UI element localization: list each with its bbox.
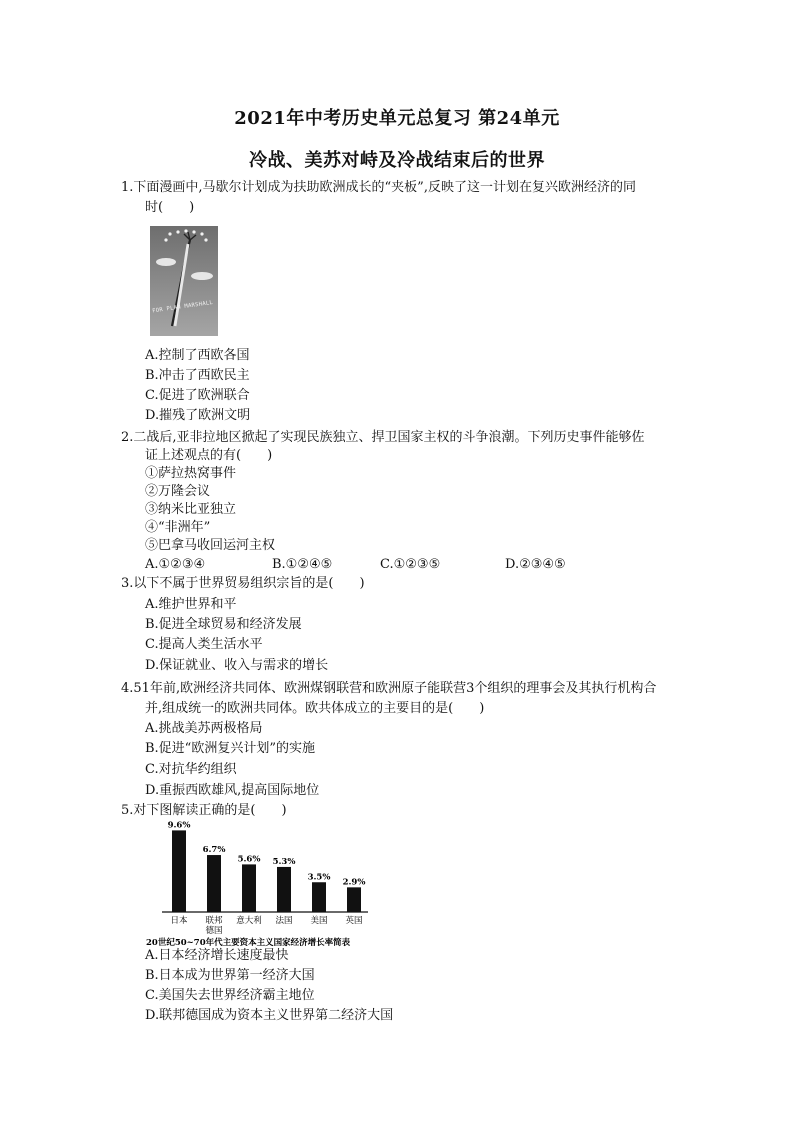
q5-stem: 5.对下图解读正确的是( ) (121, 803, 287, 818)
q2-stem-line2: 证上述观点的有( ) (145, 448, 273, 463)
q5-option-d[interactable]: D.联邦德国成为资本主义世界第二经济大国 (145, 1008, 394, 1023)
q4-stem-line2: 并,组成统一的欧洲共同体。欧共体成立的主要目的是( ) (145, 701, 485, 716)
q4-option-c[interactable]: C.对抗华约组织 (145, 762, 237, 777)
q3-option-a[interactable]: A.维护世界和平 (145, 597, 237, 612)
bar-value-label-1: 6.7% (202, 845, 226, 856)
bar-0 (172, 830, 186, 912)
q1-stem-line2: 时( ) (145, 200, 195, 215)
q2-item-1: ①萨拉热窝事件 (145, 466, 237, 481)
bar-4 (312, 882, 326, 912)
q1-option-a[interactable]: A.控制了西欧各国 (145, 348, 250, 363)
category-label-4: 美国 (310, 916, 328, 926)
q2-item-4: ④“非洲年” (145, 520, 211, 535)
bar-1 (207, 855, 221, 912)
q2-option-d[interactable]: D.②③④⑤ (505, 557, 566, 572)
q4-option-b[interactable]: B.促进“欧洲复兴计划”的实施 (145, 741, 315, 756)
q4-option-d[interactable]: D.重振西欧雄风,提高国际地位 (145, 783, 320, 798)
category-label-3: 法国 (275, 916, 293, 926)
q2-option-b[interactable]: B.①②④⑤ (272, 557, 333, 572)
q3-stem: 3.以下不属于世界贸易组织宗旨的是( ) (121, 576, 365, 591)
q1-option-b[interactable]: B.冲击了西欧民主 (145, 368, 250, 383)
bar-3 (277, 867, 291, 912)
q1-stem-line1: 1.下面漫画中,马歇尔计划成为扶助欧洲成长的“夹板”,反映了这一计划在复兴欧洲经济的同 (121, 180, 636, 195)
category-label-1-1: 德国 (205, 926, 223, 936)
q2-item-5: ⑤巴拿马收回运河主权 (145, 538, 276, 553)
bar-value-label-5: 2.9% (342, 877, 366, 888)
bar-2 (242, 864, 256, 912)
bar-5 (347, 887, 361, 912)
bar-value-label-0: 9.6% (167, 820, 191, 831)
q5-option-a[interactable]: A.日本经济增长速度最快 (145, 948, 289, 963)
chart-title: 20世纪50~70年代主要资本主义国家经济增长率简表 (146, 938, 351, 948)
bar-value-label-2: 5.6% (237, 854, 261, 865)
cartoon-image (150, 226, 218, 336)
growth-rate-bar-chart (140, 815, 390, 950)
page-subtitle: 冷战、美苏对峙及冷战结束后的世界 (249, 150, 545, 171)
q2-stem-line1: 2.二战后,亚非拉地区掀起了实现民族独立、捍卫国家主权的斗争浪潮。下列历史事件能够佐 (121, 430, 645, 445)
q3-option-b[interactable]: B.促进全球贸易和经济发展 (145, 617, 302, 632)
category-label-5: 英国 (345, 916, 363, 926)
q5-option-c[interactable]: C.美国失去世界经济霸主地位 (145, 988, 315, 1003)
q2-item-3: ③纳米比亚独立 (145, 502, 237, 517)
q4-option-a[interactable]: A.挑战美苏两极格局 (145, 721, 263, 736)
q1-option-d[interactable]: D.摧残了欧洲文明 (145, 408, 251, 423)
bar-value-label-3: 5.3% (272, 856, 296, 867)
marshall-plan-cartoon (150, 226, 218, 336)
q5-option-b[interactable]: B.日本成为世界第一经济大国 (145, 968, 315, 983)
category-label-0: 日本 (170, 916, 188, 926)
page-title: 2021年中考历史单元总复习 第24单元 (234, 108, 560, 129)
q3-option-d[interactable]: D.保证就业、收入与需求的增长 (145, 658, 329, 673)
q2-option-c[interactable]: C.①②③⑤ (380, 557, 441, 572)
q2-option-a[interactable]: A.①②③④ (145, 557, 206, 572)
q4-stem-line1: 4.51年前,欧洲经济共同体、欧洲煤钢联营和欧洲原子能联营3个组织的理事会及其执行机构合 (121, 681, 657, 696)
q3-option-c[interactable]: C.提高人类生活水平 (145, 637, 263, 652)
cartoon-caption: FOR PLAN MARSHALL (151, 299, 214, 315)
q2-item-2: ②万隆会议 (145, 484, 211, 499)
category-label-2: 意大利 (236, 916, 262, 926)
q1-option-c[interactable]: C.促进了欧洲联合 (145, 388, 250, 403)
category-label-1-0: 联邦 (205, 916, 223, 926)
bar-value-label-4: 3.5% (307, 872, 331, 883)
